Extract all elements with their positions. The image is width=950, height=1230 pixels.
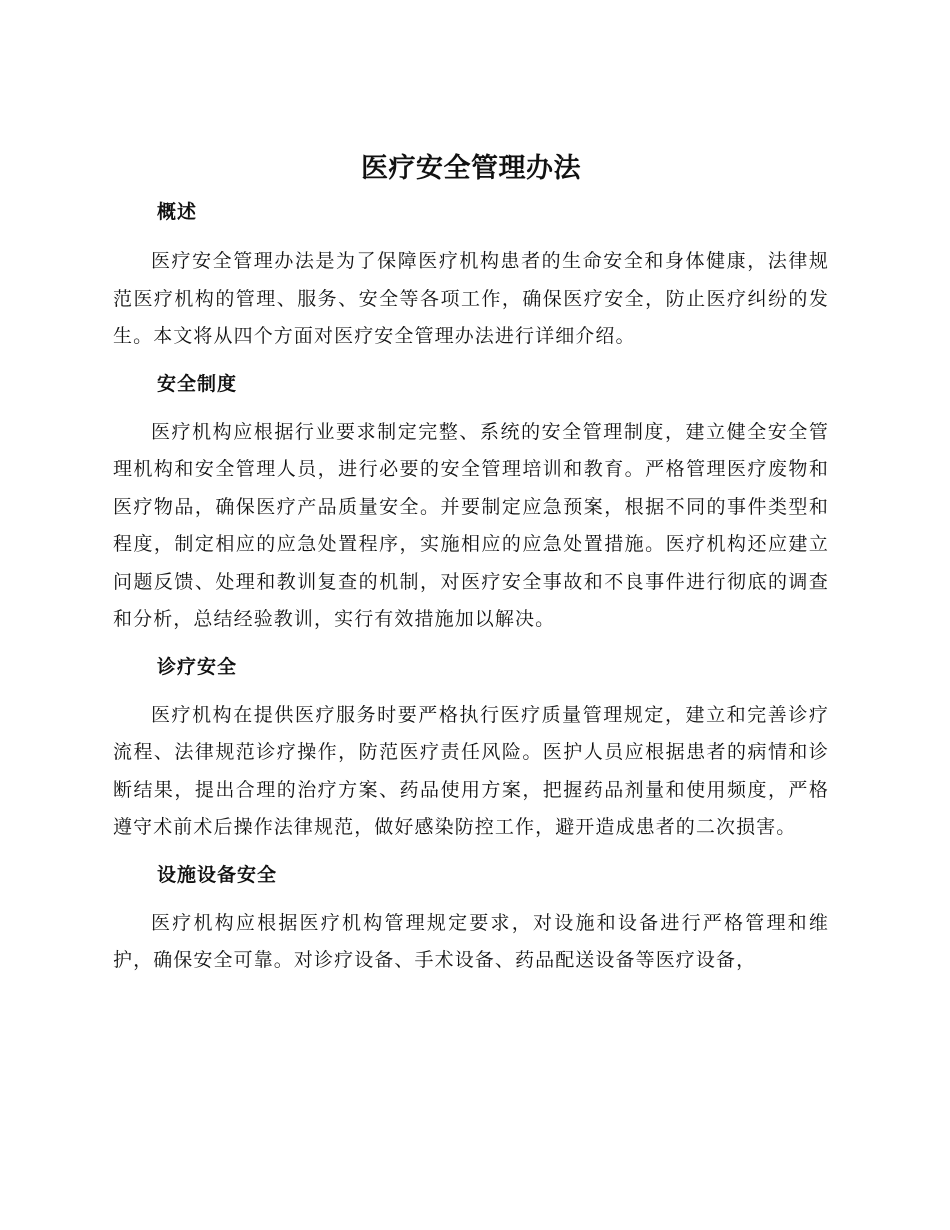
section-heading-safety-system: 安全制度 <box>157 372 238 395</box>
section-heading-treatment-safety: 诊疗安全 <box>157 655 238 678</box>
section-paragraph-treatment-safety: 医疗机构在提供医疗服务时要严格执行医疗质量管理规定，建立和完善诊疗流程、法律规范诊疗操作，防范医疗责任风险。医护人员应根据患者的病情和诊断结果，提出合理的治疗方案、药品使用方案，把握药品剂量和使用频度，严格遵守术前术后操作法律规范，做好感染防控工作，避开造成患者的二次损害。 <box>113 703 829 838</box>
section-paragraph-facility-safety: 医疗机构应根据医疗机构管理规定要求，对设施和设备进行严格管理和维护，确保安全可靠。对诊疗设备、手术设备、药品配送设备等医疗设备， <box>113 911 829 971</box>
section-heading-overview: 概述 <box>157 201 198 223</box>
section-paragraph-safety-system: 医疗机构应根据行业要求制定完整、系统的安全管理制度，建立健全安全管理机构和安全管理人员，进行必要的安全管理培训和教育。严格管理医疗废物和医疗物品，确保医疗产品质量安全。并要制定应急预案，根据不同的事件类型和程度，制定相应的应急处置程序，实施相应的应急处置措施。医疗机构还应建立问题反馈、处理和教训复查的机制，对医疗安全事故和不良事件进行彻底的调查和分析，总结经验教训，实行有效措施加以解决。 <box>113 420 829 630</box>
section-heading-facility-safety: 设施设备安全 <box>157 863 278 886</box>
document-body <box>113 146 829 980</box>
section-paragraph-overview: 医疗安全管理办法是为了保障医疗机构患者的生命安全和身体健康，法律规范医疗机构的管理、服务、安全等各项工作，确保医疗安全，防止医疗纠纷的发生。本文将从四个方面对医疗安全管理办法进行详细介绍。 <box>113 250 829 347</box>
document-title: 医疗安全管理办法 <box>361 153 581 184</box>
